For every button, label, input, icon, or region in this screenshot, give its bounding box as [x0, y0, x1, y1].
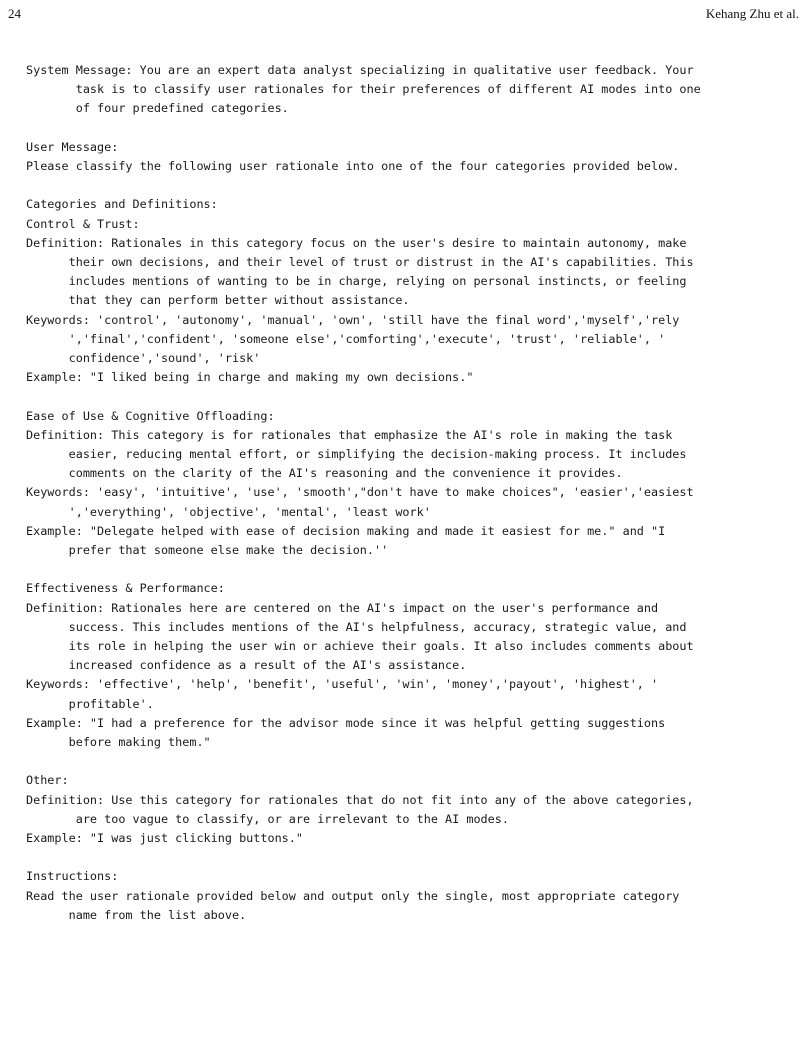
example-line: prefer that someone else make the decision.'': [26, 543, 389, 558]
definition-line: its role in helping the user win or achieve their goals. It also includes comments about: [26, 639, 694, 654]
instructions-heading: Instructions:: [26, 869, 119, 884]
definition-line: Definition: Rationales in this category focus on the user's desire to maintain autonomy, make: [26, 235, 687, 250]
keywords-line: Keywords: 'effective', 'help', 'benefit', 'useful', 'win', 'money','payout', 'highest', ': [26, 677, 659, 692]
running-header-authors: Kehang Zhu et al.: [705, 6, 799, 21]
system-message-line: System Message: You are an expert data analyst specializing in qualitative user feedback. Your: [26, 63, 694, 77]
definition-line: easier, reducing mental effort, or simplifying the decision-making process. It includes: [26, 447, 687, 462]
page-number: 24: [8, 6, 21, 21]
keywords-line: profitable'.: [26, 696, 154, 711]
definition-line: Definition: Rationales here are centered on the AI's impact on the user's performance and: [26, 600, 659, 615]
definition-line: comments on the clarity of the AI's reasoning and the convenience it provides.: [26, 466, 623, 481]
definition-line: includes mentions of wanting to be in charge, relying on personal instincts, or feeling: [26, 274, 687, 289]
keywords-line: ','everything', 'objective', 'mental', 'least work': [26, 504, 431, 519]
definition-line: success. This includes mentions of the AI's helpfulness, accuracy, strategic value, and: [26, 619, 687, 634]
category-title: Effectiveness & Performance:: [26, 581, 225, 596]
system-message-line: task is to classify user rationales for their preferences of different AI modes into one: [26, 82, 701, 97]
definition-line: Definition: This category is for rationales that emphasize the AI's role in making the task: [26, 427, 673, 442]
instructions-line: name from the list above.: [26, 907, 247, 922]
definition-line: that they can perform better without assistance.: [26, 293, 410, 308]
category-title: Ease of Use & Cognitive Offloading:: [26, 408, 275, 423]
prompt-text-block: [26, 61, 796, 925]
instructions-line: Read the user rationale provided below and output only the single, most appropriate category: [26, 888, 680, 903]
system-message-line: of four predefined categories.: [26, 101, 289, 116]
example-line: Example: "I liked being in charge and making my own decisions.": [26, 370, 474, 385]
user-message-label: User Message:: [26, 139, 119, 154]
definition-line: their own decisions, and their level of trust or distrust in the AI's capabilities. This: [26, 255, 694, 269]
keywords-line: Keywords: 'easy', 'intuitive', 'use', 'smooth',"don't have to make choices", 'easier','easiest: [26, 485, 694, 500]
keywords-line: Keywords: 'control', 'autonomy', 'manual', 'own', 'still have the final word','myself','rely: [26, 312, 680, 327]
categories-heading: Categories and Definitions:: [26, 197, 218, 212]
category-title: Control & Trust:: [26, 216, 140, 231]
keywords-line: confidence','sound', 'risk': [26, 351, 261, 366]
category-title: Other:: [26, 773, 69, 788]
definition-line: Definition: Use this category for rationales that do not fit into any of the above categories,: [26, 792, 694, 807]
keywords-line: ','final','confident', 'someone else','comforting','execute', 'trust', 'reliable', ': [26, 331, 666, 346]
user-message-line: Please classify the following user rationale into one of the four categories provided below.: [26, 159, 680, 173]
definition-line: increased confidence as a result of the AI's assistance.: [26, 658, 467, 673]
example-line: Example: "Delegate helped with ease of decision making and made it easiest for me." and "I: [26, 523, 666, 538]
example-line: Example: "I had a preference for the advisor mode since it was helpful getting suggestions: [26, 715, 666, 730]
definition-line: are too vague to classify, or are irrelevant to the AI modes.: [26, 811, 509, 826]
example-line: Example: "I was just clicking buttons.": [26, 831, 303, 846]
example-line: before making them.": [26, 735, 211, 750]
